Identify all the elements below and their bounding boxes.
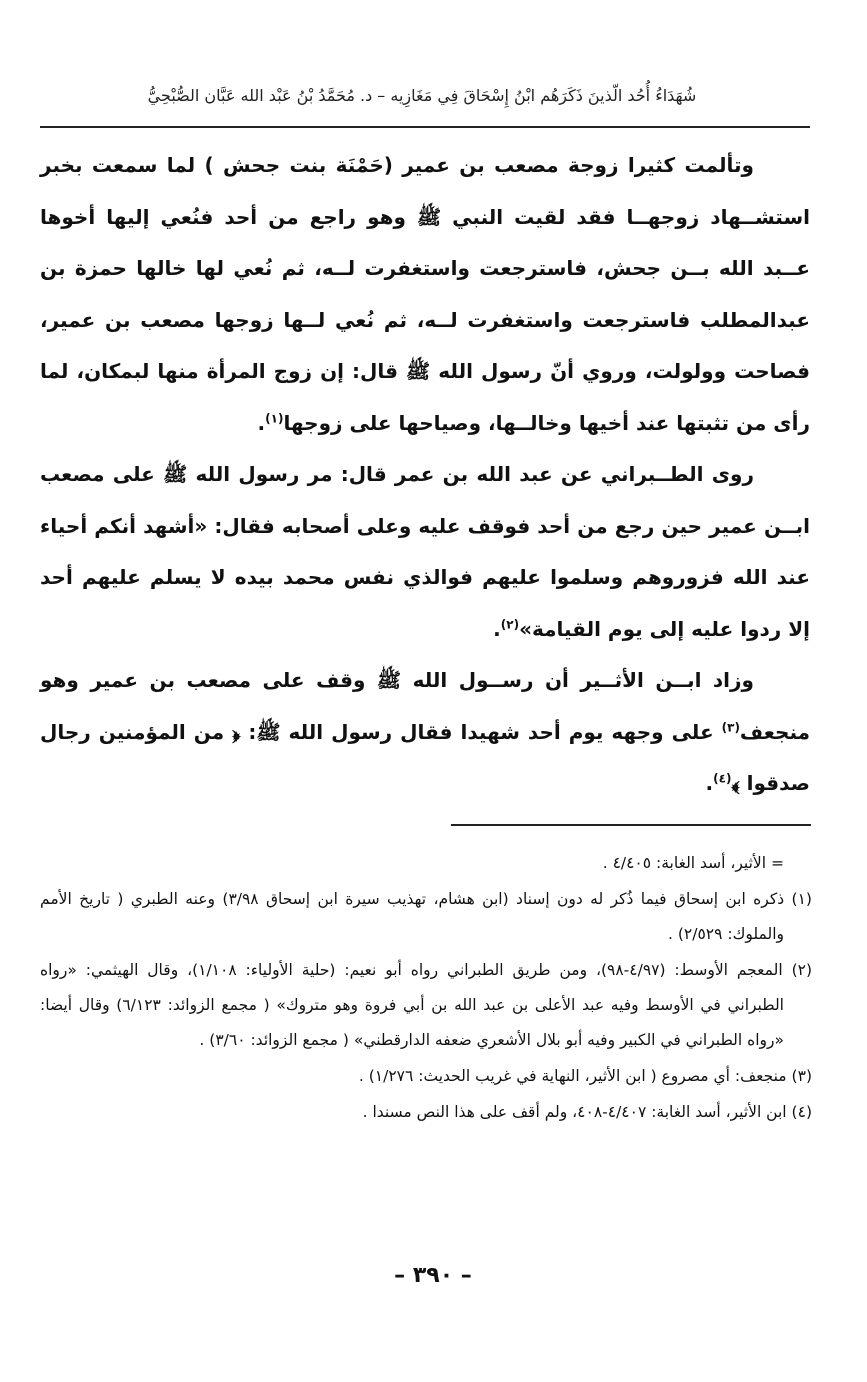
page-number: – ٣٩٠ –: [394, 1263, 472, 1288]
footnote-text: ابن الأثير، أسد الغابة: ٤/٤٠٧-٤٠٨، ولم أقف على هذا النص مسندا .: [362, 1103, 787, 1121]
footnote-text: المعجم الأوسط: (٤/٩٧-٩٨)، ومن طريق الطبراني رواه أبو نعيم: (حلية الأولياء: ١/١٠٨)، وقال الهيثمي: «رواه الطبراني في الأوسط وفيه عبد الأعلى بن عبد الله بن أبي فروة وهو متروك» ( مجمع الزوائد: ٦/١٢٣) وقال أيضا: «رواه الطبراني في الكبير وفيه أبو بلال الأشعري ضعفه الدارقطني» ( مجمع الزوائد: ٣/٦٠) .: [40, 961, 784, 1049]
running-header: شُهَدَاءُ أُحُد الّذينَ ذَكَرَهُم ابْنُ إِسْحَاقَ فِي مَغَازِيه – د. مُحَمَّدُ بْنُ عَبْد الله عَبَّان الصُّبْحِيُّ: [147, 86, 697, 105]
paragraph-end: .: [257, 410, 266, 435]
footnote-marker: (٤): [791, 1103, 812, 1121]
footnote-text: منجعف: أي مصروع ( ابن الأثير، النهاية في غريب الحديث: ١/٢٧٦) .: [358, 1067, 787, 1085]
paragraph-2: [40, 449, 810, 655]
main-text: [40, 140, 810, 810]
footnote-ref-2: (٢): [500, 616, 520, 631]
footnote-marker: (٣): [791, 1067, 812, 1085]
footnote-ref-4: (٤): [713, 771, 732, 786]
footnote-marker: (٢): [791, 961, 813, 979]
paragraph-end: .: [705, 771, 714, 795]
paragraph-text: روى الطــبراني عن عبد الله بن عمر قال: مر رسول الله ﷺ على مصعب ابــن عمير حين رجع من أحد فوقف عليه وعلى أصحابه فقال: «أشهد أنكم أحياء عند الله فزوروهم وسلموا عليهم فوالذي نفس محمد بيده لا يسلم عليهم أحد إلا ردوا عليه إلى يوم القيامة»: [40, 462, 810, 641]
footnote-ref-3: (٣): [721, 719, 740, 734]
footnote-separator: [451, 824, 811, 826]
paragraph-text: وتألمت كثيرا زوجة مصعب بن عمير (حَمْنَة بنت جحش ) لما سمعت بخبر استشــهاد زوجهــا فقد لقيت النبي ﷺ وهو راجع من أحد فنُعي إليها أخوها عــبد الله بــن جحش، فاسترجعت واستغفرت لــه، ثم نُعي لها خالها حمزة بن عبدالمطلب فاسترجعت واستغفرت لــه، ثم نُعي لــها زوجها مصعب بن عمير، فصاحت وولولت، وروي أنّ رسول الله ﷺ قال: إن زوج المرأة منها لبمكان، لما رأى من تثبتها عند أخيها وخالــها، وصياحها على زوجها: [40, 153, 810, 435]
paragraph-text: وزاد ابــن الأثــير أن رســول الله ﷺ وقف على مصعب بن عمير وهو منجعف: [40, 668, 810, 744]
footnotes: [40, 846, 812, 1131]
footnote-4: [40, 1095, 812, 1130]
footnote-ref-1: (١): [265, 410, 284, 425]
header-rule: [40, 126, 810, 128]
paragraph-1: [40, 140, 810, 449]
footnote-text: ذكره ابن إسحاق فيما ذُكر له دون إسناد (ابن هشام، تهذيب سيرة ابن إسحاق ٣/٩٨) وعنه الطبري ( تاريخ الأمم والملوك: ٢/٥٢٩) .: [40, 890, 785, 943]
footnote-1: [40, 882, 812, 952]
paragraph-3: [40, 655, 810, 810]
paragraph-end: .: [493, 616, 501, 641]
footnote-3: [40, 1059, 812, 1094]
footnote-continuation: = الأثير، أسد الغابة: ٤/٤٠٥ .: [602, 854, 784, 872]
paragraph-text-continued: على وجهه يوم أحد شهيدا فقال رسول الله ﷺ: ﴿ من المؤمنين رجال صدقوا ﴾: [40, 719, 810, 795]
footnote-2: [40, 953, 812, 1058]
footnote-marker: (١): [791, 890, 812, 908]
